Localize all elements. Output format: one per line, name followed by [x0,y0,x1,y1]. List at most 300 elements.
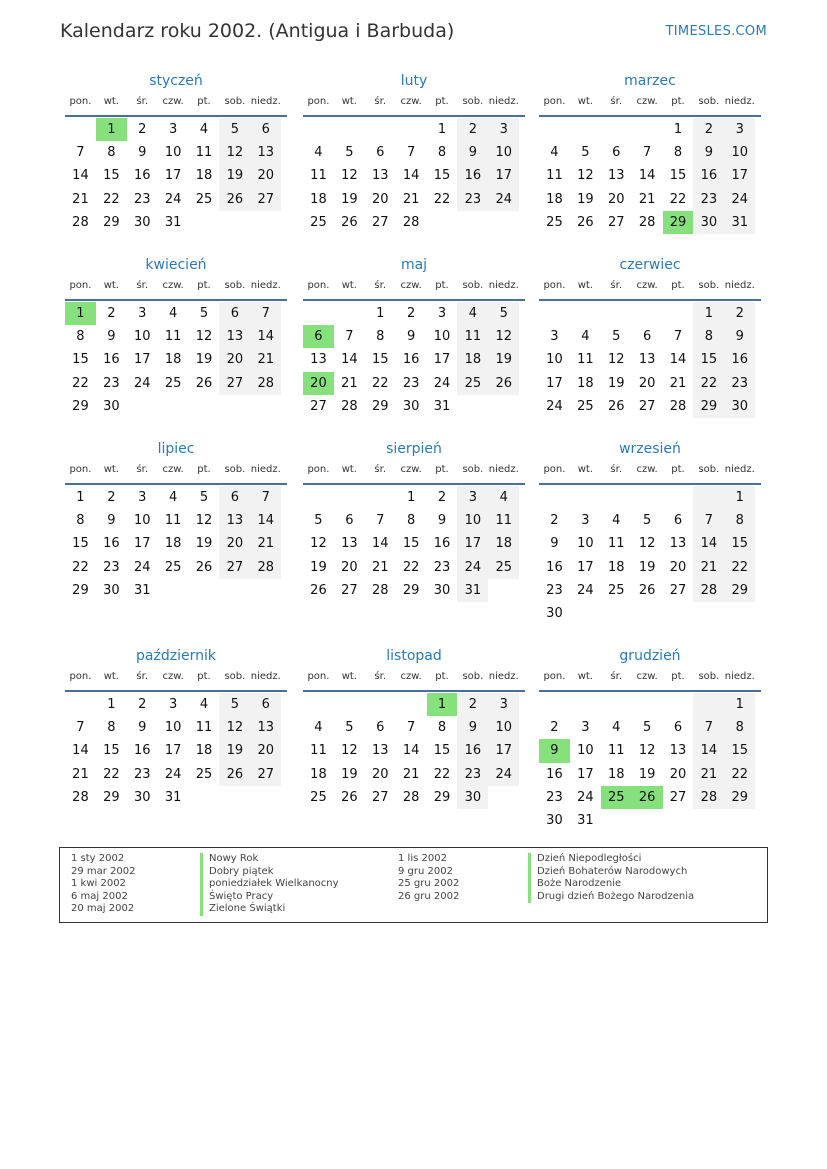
weekday-label: śr. [610,671,623,682]
weekday-label: pon. [543,671,566,682]
weekday-label: czw. [162,96,184,107]
month-4 [303,254,525,418]
day-cell: 16 [103,536,120,552]
weekday-header [65,276,287,301]
day-cell: 21 [250,348,281,371]
legend-dates-col-2 [398,853,459,903]
day-grid [65,486,287,602]
day-cell: 5 [219,118,250,141]
day-cell: 15 [103,743,120,759]
empty-cell [334,486,365,509]
day-cell: 6 [376,720,385,736]
weekday-label: śr. [374,280,387,291]
day-cell: 9 [437,513,447,529]
day-cell: 8 [376,329,385,345]
day-cell: 28 [72,214,89,230]
day-cell: 14 [72,743,89,759]
weekday-label: pon. [69,464,92,475]
month-name: lipiec [157,441,195,457]
empty-cell [539,486,570,509]
holiday-date: 1 kwi 2002 [71,878,126,890]
day-cell: 31 [724,211,755,234]
day-cell: 1 [724,486,755,509]
day-cell: 12 [638,743,656,759]
legend-dates-col-1 [71,853,136,916]
day-cell: 12 [341,743,358,759]
day-cell: 20 [250,739,281,762]
weekday-label: pon. [69,671,92,682]
weekday-label: niedz. [250,464,281,475]
day-cell: 24 [577,582,594,598]
day-cell: 5 [199,490,209,505]
day-cell: 28 [693,786,724,809]
month-name: luty [400,73,428,89]
day-cell: 13 [219,325,250,348]
day-cell: 22 [72,375,89,391]
day-cell: 11 [195,720,213,736]
weekday-label: pt. [671,280,685,291]
empty-cell [601,118,632,141]
empty-cell [663,602,694,625]
day-cell: 15 [433,168,451,184]
day-cell: 16 [546,559,563,575]
day-cell: 7 [76,720,85,736]
day-cell: 30 [546,605,563,621]
weekday-label: śr. [374,96,387,107]
month-1 [303,70,525,234]
empty-cell [365,486,396,509]
empty-cell [219,395,250,418]
day-cell: 17 [488,739,519,762]
empty-cell [632,602,663,625]
empty-cell [724,809,755,832]
empty-cell [65,693,96,716]
day-cell: 5 [345,720,354,736]
day-cell: 20 [341,559,358,575]
day-cell: 19 [219,164,250,187]
day-cell: 27 [371,214,389,230]
day-cell: 8 [107,145,116,161]
empty-cell [663,693,694,716]
empty-cell [65,118,96,141]
day-cell: 23 [724,372,755,395]
day-cell: 23 [103,559,120,575]
day-cell: 13 [371,743,389,759]
holiday-date: 6 maj 2002 [71,890,128,902]
empty-cell [303,486,334,509]
empty-cell [570,602,601,625]
day-cell: 20 [371,766,389,782]
month-name: listopad [386,648,442,664]
empty-cell [632,809,663,832]
day-cell: 11 [607,536,625,552]
empty-cell [632,693,663,716]
day-cell: 10 [457,509,488,532]
day-cell: 5 [219,693,250,716]
holiday-name: Zielone Świątki [200,903,339,916]
day-cell: 6 [612,145,621,161]
empty-cell [334,302,365,325]
holiday-date: 9 gru 2002 [398,865,453,877]
holiday-name: Drugi dzień Bożego Narodzenia [528,891,694,904]
day-cell: 22 [724,763,755,786]
weekday-label: niedz. [724,280,755,291]
day-cell: 5 [612,329,621,345]
day-cell: 20 [669,559,687,575]
day-cell: 25 [488,556,519,579]
day-cell: 2 [138,122,147,137]
day-cell: 5 [581,145,590,161]
weekday-label: pt. [671,464,685,475]
day-cell: 27 [250,763,281,786]
weekday-label: śr. [610,96,623,107]
day-cell: 12 [195,513,213,529]
weekday-label: śr. [610,280,623,291]
day-cell: 9 [107,329,116,345]
day-grid [65,118,287,234]
day-cell: 25 [195,191,213,207]
day-cell: 3 [488,118,519,141]
day-cell: 4 [168,306,178,321]
empty-cell [663,302,694,325]
day-cell: 29 [402,582,420,598]
day-cell: 11 [195,145,213,161]
day-cell: 27 [638,398,656,414]
day-cell: 8 [76,513,85,529]
month-3 [65,254,287,418]
day-cell: 19 [310,559,327,575]
day-cell: 7 [345,329,354,345]
empty-cell [539,693,570,716]
day-cell: 31 [577,812,594,828]
day-cell: 27 [219,556,250,579]
weekday-header [65,92,287,117]
day-cell: 17 [164,168,182,184]
weekday-label: pon. [307,671,330,682]
weekday-label: wt. [103,280,119,291]
day-cell: 7 [406,720,416,736]
empty-cell [457,211,488,234]
day-cell: 21 [72,766,89,782]
legend-names-col-2 [528,853,694,903]
day-cell: 18 [310,766,327,782]
month-name: wrzesień [619,441,681,457]
weekday-label: niedz. [488,280,519,291]
day-cell: 11 [577,352,594,368]
holiday-date: 20 maj 2002 [71,903,135,915]
day-cell: 3 [724,118,755,141]
day-cell: 11 [607,743,625,759]
weekday-label: sob. [462,280,484,291]
day-cell: 20 [303,372,334,395]
empty-cell [488,211,519,234]
holiday-date: 1 lis 2002 [398,853,447,864]
day-cell: 8 [76,329,85,345]
day-cell: 8 [724,716,755,739]
month-6 [65,438,287,602]
weekday-label: wt. [341,464,357,475]
day-cell: 14 [250,509,281,532]
day-cell: 6 [219,486,250,509]
day-cell: 21 [250,532,281,555]
day-cell: 24 [133,559,151,575]
day-cell: 13 [371,168,389,184]
weekday-label: pt. [197,671,211,682]
day-cell: 19 [195,352,213,368]
day-cell: 26 [310,582,327,598]
day-cell: 20 [669,766,687,782]
day-cell: 19 [219,739,250,762]
day-grid [539,302,761,418]
day-cell: 26 [488,372,519,395]
day-cell: 24 [133,375,151,391]
weekday-label: niedz. [250,96,281,107]
day-cell: 12 [310,536,327,552]
day-cell: 11 [310,743,327,759]
day-cell: 25 [310,789,327,805]
weekday-label: sob. [224,671,246,682]
day-cell: 23 [457,188,488,211]
day-cell: 27 [607,214,625,230]
month-9 [65,645,287,809]
weekday-header [539,460,761,485]
empty-cell [632,302,663,325]
empty-cell [189,786,220,809]
holiday-name: Dzień Bohaterów Narodowych [528,866,694,879]
day-cell: 3 [168,122,178,137]
weekday-label: pon. [543,464,566,475]
day-cell: 14 [669,352,687,368]
day-cell: 18 [164,352,182,368]
day-cell: 25 [195,766,213,782]
day-grid [539,693,761,832]
day-cell: 24 [164,766,182,782]
day-cell: 20 [638,375,656,391]
weekday-label: niedz. [488,671,519,682]
day-cell: 21 [371,559,389,575]
weekday-label: pt. [197,464,211,475]
empty-cell [250,579,281,602]
day-cell: 2 [138,697,147,712]
brand-logo[interactable]: TIMESLES.COM [665,24,767,39]
day-cell: 27 [219,372,250,395]
day-cell: 26 [632,786,663,809]
day-cell: 14 [402,743,420,759]
empty-cell [189,395,220,418]
weekday-label: wt. [341,96,357,107]
day-cell: 21 [669,375,687,391]
day-cell: 29 [103,789,120,805]
weekday-label: niedz. [488,464,519,475]
day-cell: 26 [341,214,358,230]
day-cell: 29 [72,398,89,414]
empty-cell [303,693,334,716]
day-cell: 24 [433,375,451,391]
month-name: październik [136,648,216,664]
day-cell: 27 [310,398,327,414]
day-cell: 1 [724,693,755,716]
weekday-label: śr. [136,280,149,291]
day-cell: 23 [133,766,151,782]
day-cell: 10 [577,743,594,759]
day-cell: 24 [488,763,519,786]
day-cell: 20 [371,191,389,207]
weekday-header [65,667,287,692]
day-cell: 7 [673,329,683,345]
day-cell: 23 [546,582,563,598]
day-cell: 7 [76,145,85,161]
day-cell: 22 [371,375,389,391]
day-cell: 10 [433,329,451,345]
weekday-label: wt. [103,671,119,682]
day-grid [303,486,525,602]
day-cell: 7 [250,486,281,509]
day-grid [539,486,761,625]
empty-cell [303,302,334,325]
day-cell: 9 [550,536,559,552]
day-cell: 4 [199,697,209,712]
day-cell: 24 [164,191,182,207]
weekday-label: sob. [224,96,246,107]
weekday-label: śr. [136,464,149,475]
day-cell: 8 [673,145,683,161]
weekday-label: pt. [197,280,211,291]
weekday-label: sob. [698,280,720,291]
weekday-label: czw. [400,464,422,475]
day-cell: 24 [546,398,563,414]
day-cell: 11 [546,168,563,184]
weekday-label: pon. [307,280,330,291]
day-cell: 16 [103,352,120,368]
day-cell: 19 [341,766,358,782]
day-cell: 4 [581,329,590,345]
weekday-label: pt. [435,464,449,475]
weekday-label: wt. [341,671,357,682]
day-cell: 12 [577,168,594,184]
weekday-label: sob. [698,464,720,475]
day-cell: 28 [693,579,724,602]
day-cell: 6 [250,693,281,716]
weekday-label: czw. [636,671,658,682]
day-cell: 14 [371,536,389,552]
day-cell: 7 [406,145,416,161]
day-cell: 28 [638,214,656,230]
day-cell: 18 [195,168,213,184]
day-cell: 10 [488,141,519,164]
weekday-label: niedz. [724,464,755,475]
day-cell: 2 [550,720,559,736]
day-cell: 16 [457,164,488,187]
day-cell: 23 [103,375,120,391]
weekday-label: wt. [103,96,119,107]
day-cell: 26 [195,559,213,575]
day-cell: 12 [488,325,519,348]
empty-cell [693,809,724,832]
empty-cell [632,486,663,509]
empty-cell [632,118,663,141]
weekday-label: czw. [636,280,658,291]
day-cell: 31 [433,398,451,414]
day-cell: 26 [219,188,250,211]
day-cell: 23 [546,789,563,805]
weekday-label: sob. [224,280,246,291]
day-cell: 9 [724,325,755,348]
day-cell: 26 [638,582,656,598]
day-cell: 15 [669,168,687,184]
day-cell: 14 [341,352,358,368]
day-cell: 15 [724,739,755,762]
empty-cell [570,118,601,141]
empty-cell [601,602,632,625]
weekday-header [303,276,525,301]
day-cell: 30 [133,789,151,805]
month-2 [539,70,761,234]
month-name: styczeń [149,73,203,89]
holiday-name: Boże Narodzenie [528,878,694,891]
day-cell: 12 [341,168,358,184]
day-cell: 2 [724,302,755,325]
day-cell: 12 [219,716,250,739]
day-cell: 1 [437,122,447,137]
day-cell: 2 [457,118,488,141]
day-cell: 30 [402,398,420,414]
day-cell: 10 [133,513,151,529]
day-cell: 3 [437,306,447,321]
empty-cell [539,302,570,325]
day-cell: 16 [133,743,151,759]
page-title: Kalendarz roku 2002. (Antigua i Barbuda) [60,20,455,42]
day-cell: 25 [546,214,563,230]
day-cell: 19 [577,191,594,207]
day-cell: 21 [72,191,89,207]
day-cell: 17 [457,532,488,555]
day-cell: 15 [72,352,89,368]
empty-cell [570,486,601,509]
weekday-header [303,92,525,117]
empty-cell [724,602,755,625]
day-cell: 3 [168,697,178,712]
month-0 [65,70,287,234]
day-cell: 9 [457,141,488,164]
day-cell: 10 [164,145,182,161]
weekday-header [539,276,761,301]
empty-cell [693,486,724,509]
weekday-label: pon. [543,96,566,107]
day-cell: 21 [402,191,420,207]
day-cell: 6 [642,329,652,345]
day-cell: 22 [724,556,755,579]
day-cell: 17 [164,743,182,759]
empty-cell [570,302,601,325]
month-name: czerwiec [619,257,681,273]
day-cell: 16 [133,168,151,184]
day-cell: 2 [107,490,116,505]
weekday-header [539,667,761,692]
empty-cell [303,118,334,141]
day-cell: 25 [607,582,625,598]
day-cell: 24 [577,789,594,805]
weekday-label: pt. [435,96,449,107]
weekday-label: pon. [307,96,330,107]
day-cell: 20 [219,348,250,371]
day-cell: 3 [457,486,488,509]
day-cell: 22 [669,191,687,207]
day-cell: 1 [427,693,458,716]
day-cell: 12 [219,141,250,164]
day-cell: 29 [663,211,694,234]
empty-cell [396,118,427,141]
day-cell: 17 [488,164,519,187]
